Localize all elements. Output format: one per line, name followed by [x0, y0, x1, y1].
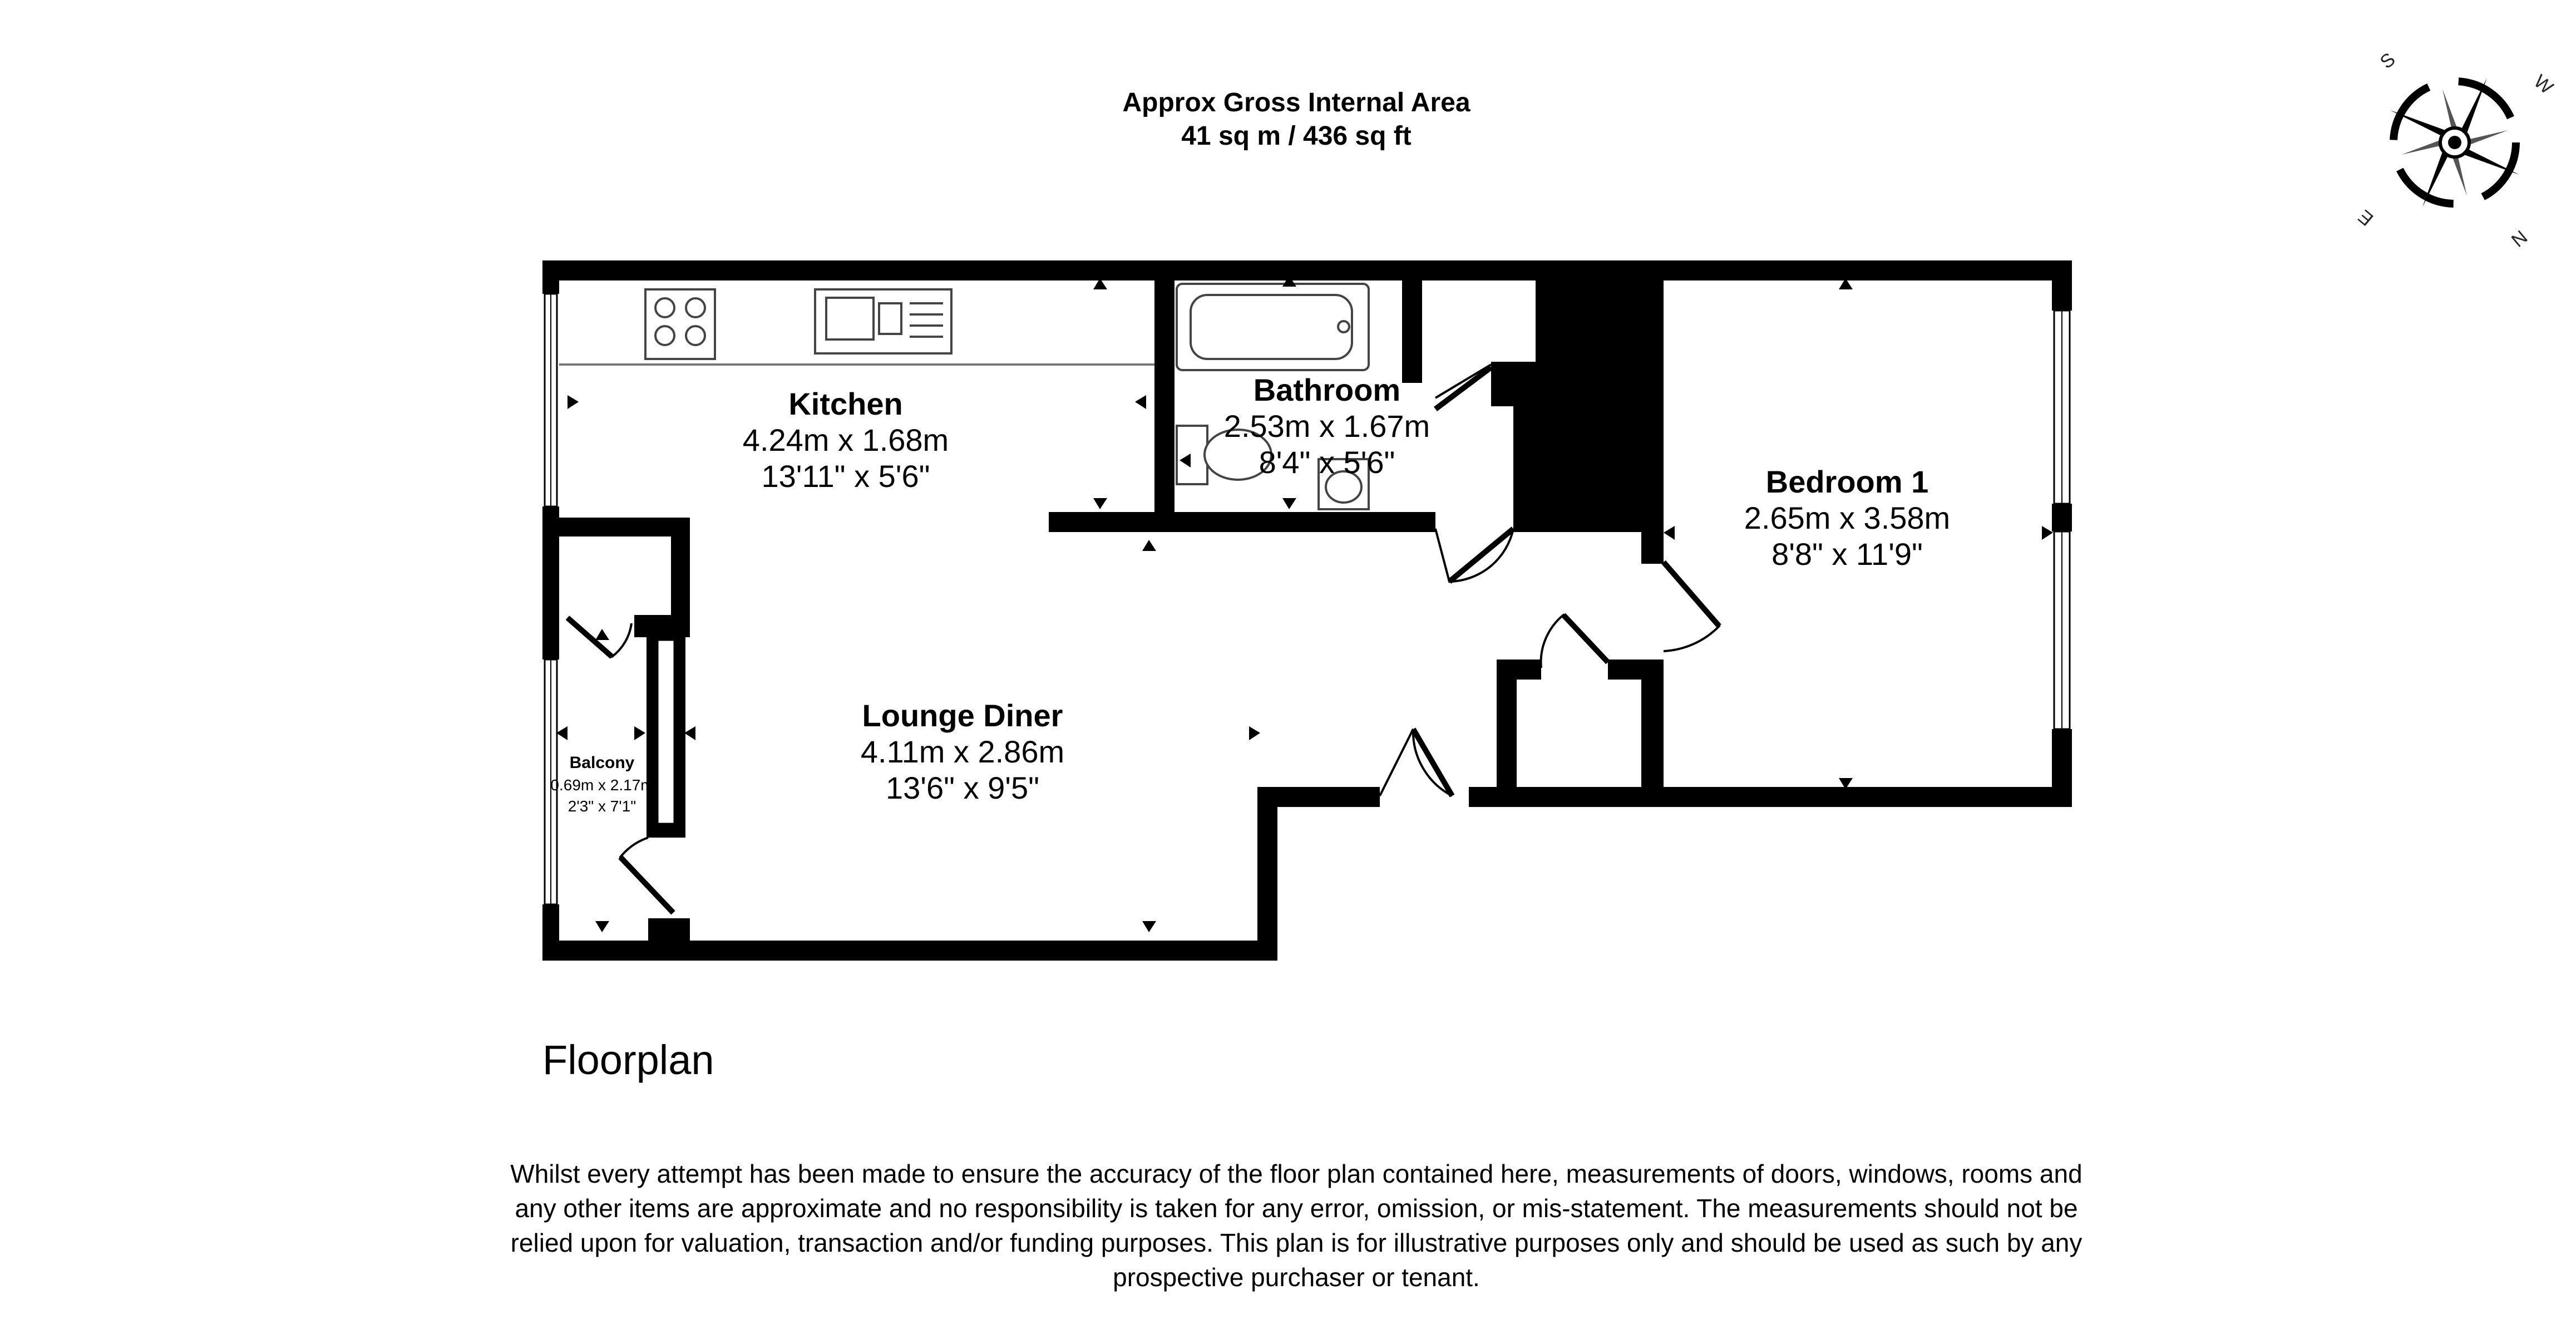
balcony-imperial: 2'3" x 7'1" [567, 798, 636, 815]
floorplan-label: Floorplan [542, 1037, 714, 1083]
lounge-metric: 4.11m x 2.86m [860, 734, 1065, 769]
bathroom-imperial: 8'4" x 5'6" [1259, 445, 1395, 480]
disclaimer-line-1: Whilst every attempt has been made to ensure the accuracy of the floor plan contained here, measurements of doors, windows, rooms and [510, 1159, 2082, 1188]
kitchen-fixtures [559, 289, 1154, 365]
area-title: Approx Gross Internal Area [1122, 88, 1470, 117]
disclaimer [510, 1159, 2082, 1292]
bedroom1-name: Bedroom 1 [1765, 464, 1929, 499]
compass-s: S [2376, 48, 2400, 73]
lounge-imperial: 13'6" x 9'5" [886, 770, 1039, 805]
room-bedroom1 [1744, 464, 1950, 572]
kitchen-name: Kitchen [788, 386, 903, 421]
area-value: 41 sq m / 436 sq ft [1181, 121, 1412, 151]
room-balcony [550, 754, 653, 815]
room-kitchen [743, 386, 949, 494]
bedroom1-imperial: 8'8" x 11'9" [1771, 537, 1923, 572]
bathroom-metric: 2.53m x 1.67m [1223, 409, 1430, 444]
room-lounge [861, 698, 1064, 805]
bathroom-name: Bathroom [1253, 372, 1401, 407]
lounge-name: Lounge Diner [862, 698, 1063, 733]
compass-rose-icon [2354, 48, 2557, 250]
compass-e: E [2354, 205, 2378, 230]
disclaimer-line-4: prospective purchaser or tenant. [1113, 1263, 1480, 1292]
balcony-metric: 0.69m x 2.17m [550, 776, 654, 794]
bedroom1-metric: 2.65m x 3.58m [1744, 500, 1951, 535]
balcony-name: Balcony [569, 754, 635, 772]
disclaimer-line-2: any other items are approximate and no responsibility is taken for any error, omission, or mis-statement. The measurements should not be [515, 1194, 2078, 1223]
disclaimer-line-3: relied upon for valuation, transaction and/or funding purposes. This plan is for illustrative purposes only and should be used as such by any [510, 1228, 2082, 1257]
kitchen-metric: 4.24m x 1.68m [742, 422, 949, 457]
kitchen-imperial: 13'11" x 5'6" [761, 459, 930, 494]
compass-w: W [2529, 71, 2557, 99]
compass-n: N [2507, 225, 2531, 251]
